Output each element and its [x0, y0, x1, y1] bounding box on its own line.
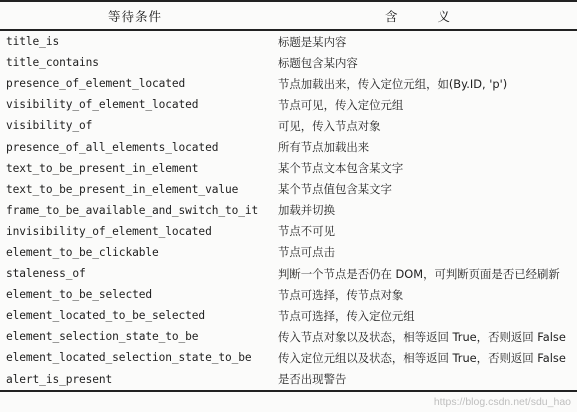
meaning-cell: 节点可点击 [278, 245, 335, 260]
table-row [0, 221, 577, 242]
meaning-cell: 传入节点对象以及状态，相等返回 True，否则返回 False [278, 329, 566, 344]
meaning-cell: 可见，传入节点对象 [278, 118, 381, 133]
condition-cell: element_to_be_clickable [6, 245, 159, 259]
meaning-cell: 标题包含某内容 [278, 55, 358, 70]
condition-cell: visibility_of [6, 119, 93, 133]
condition-cell: visibility_of_element_located [6, 98, 199, 112]
condition-cell: title_is [6, 35, 60, 49]
table-row [0, 73, 577, 94]
meaning-cell: 判断一个节点是否仍在 DOM，可判断页面是否已经刷新 [278, 266, 560, 281]
table-header [0, 1, 577, 30]
meaning-cell: 节点可选择，传入定位元组 [278, 308, 415, 323]
condition-cell: text_to_be_present_in_element [6, 161, 199, 175]
watermark: https://blog.csdn.net/sdu_hao [433, 396, 571, 408]
table-row [0, 347, 577, 368]
header-row [0, 1, 577, 30]
meaning-cell: 节点可见，传入定位元组 [278, 97, 404, 112]
table-body [0, 30, 577, 391]
table-row [0, 158, 577, 179]
meaning-cell: 节点加载出来，传入定位元组，如(By.ID, 'p') [278, 76, 508, 91]
condition-cell: alert_is_present [0, 369, 270, 391]
meaning-cell: 某个节点文本包含某文字 [278, 161, 404, 176]
meaning-cell: 节点不可见 [278, 224, 335, 239]
table-row [0, 369, 577, 391]
condition-cell: element_located_to_be_selected [6, 309, 206, 323]
condition-cell: title_contains [6, 56, 99, 70]
condition-cell: presence_of_element_located [6, 77, 186, 91]
table-row [0, 179, 577, 200]
table-row [0, 200, 577, 221]
header-condition: 等待条件 [0, 1, 270, 30]
condition-cell: element_to_be_selected [6, 288, 152, 302]
condition-cell: element_selection_state_to_be [6, 330, 199, 344]
table-row [0, 30, 577, 52]
table-row [0, 94, 577, 115]
meaning-cell: 加载并切换 [278, 203, 335, 218]
condition-cell: text_to_be_present_in_element_value [6, 182, 239, 196]
header-meaning: 含 义 [270, 1, 577, 30]
condition-cell: staleness_of [6, 267, 86, 281]
table-row [0, 284, 577, 305]
condition-cell: frame_to_be_available_and_switch_to_it [6, 203, 259, 217]
table-row [0, 136, 577, 157]
meaning-cell: 某个节点值包含某文字 [278, 182, 392, 197]
meaning-cell: 所有节点加载出来 [278, 140, 370, 155]
meaning-cell: 节点可选择，传节点对象 [278, 287, 404, 302]
table-row [0, 242, 577, 263]
meaning-cell: 是否出现警告 [270, 369, 577, 391]
table-row [0, 52, 577, 73]
condition-cell: invisibility_of_element_located [6, 224, 212, 238]
table-row [0, 115, 577, 136]
meaning-cell: 标题是某内容 [278, 34, 347, 49]
condition-cell: element_located_selection_state_to_be [6, 351, 252, 365]
table-row [0, 305, 577, 326]
meaning-cell: 传入定位元组以及状态，相等返回 True，否则返回 False [278, 350, 566, 365]
table-row [0, 326, 577, 347]
table-row [0, 263, 577, 284]
condition-cell: presence_of_all_elements_located [6, 140, 219, 154]
